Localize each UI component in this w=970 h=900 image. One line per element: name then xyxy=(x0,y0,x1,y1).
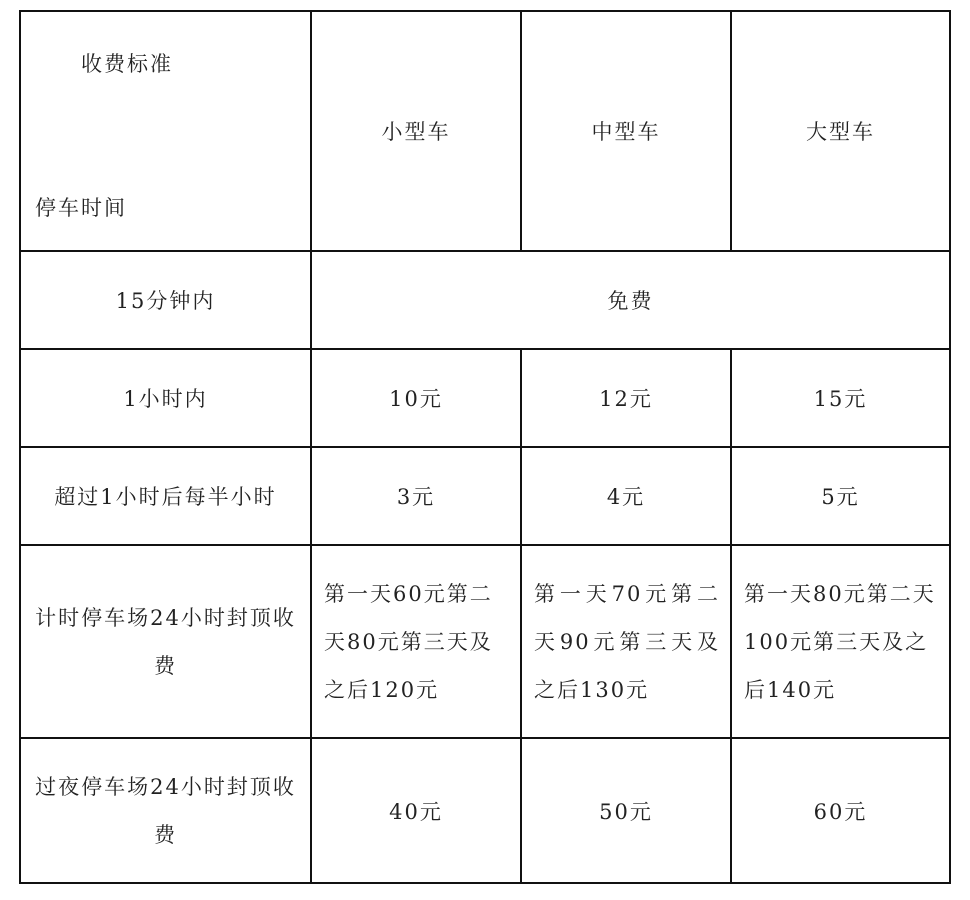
table-row xyxy=(20,738,950,883)
table-row xyxy=(20,447,950,545)
table-row xyxy=(20,349,950,447)
row-label-15min: 15分钟内 xyxy=(20,251,311,349)
header-row xyxy=(20,11,950,251)
header-large-vehicle: 大型车 xyxy=(731,11,950,251)
parking-fee-table xyxy=(19,10,951,884)
value-cell-medium: 第一天70元第二天90元第三天及之后130元 xyxy=(521,545,731,738)
value-cell-medium: 4元 xyxy=(521,447,731,545)
row-label-1hour: 1小时内 xyxy=(20,349,311,447)
value-cell-large: 15元 xyxy=(731,349,950,447)
header-parking-time-label: 停车时间 xyxy=(35,196,127,220)
value-cell-medium: 12元 xyxy=(521,349,731,447)
header-small-vehicle: 小型车 xyxy=(311,11,521,251)
header-corner-cell xyxy=(20,11,311,251)
header-fee-standard-label: 收费标准 xyxy=(81,52,173,76)
value-cell-small: 3元 xyxy=(311,447,521,545)
value-cell-medium: 50元 xyxy=(521,738,731,883)
value-cell-large: 60元 xyxy=(731,738,950,883)
value-cell-small: 第一天60元第二天80元第三天及之后120元 xyxy=(311,545,521,738)
row-label-overnight-lot-cap: 过夜停车场24小时封顶收费 xyxy=(20,738,311,883)
free-value-cell: 免费 xyxy=(311,251,950,349)
table-row xyxy=(20,545,950,738)
value-cell-large: 5元 xyxy=(731,447,950,545)
table-row xyxy=(20,251,950,349)
value-cell-small: 10元 xyxy=(311,349,521,447)
row-label-timed-lot-cap: 计时停车场24小时封顶收费 xyxy=(20,545,311,738)
value-cell-small: 40元 xyxy=(311,738,521,883)
value-cell-large: 第一天80元第二天100元第三天及之后140元 xyxy=(731,545,950,738)
header-medium-vehicle: 中型车 xyxy=(521,11,731,251)
row-label-per-half-hour: 超过1小时后每半小时 xyxy=(20,447,311,545)
